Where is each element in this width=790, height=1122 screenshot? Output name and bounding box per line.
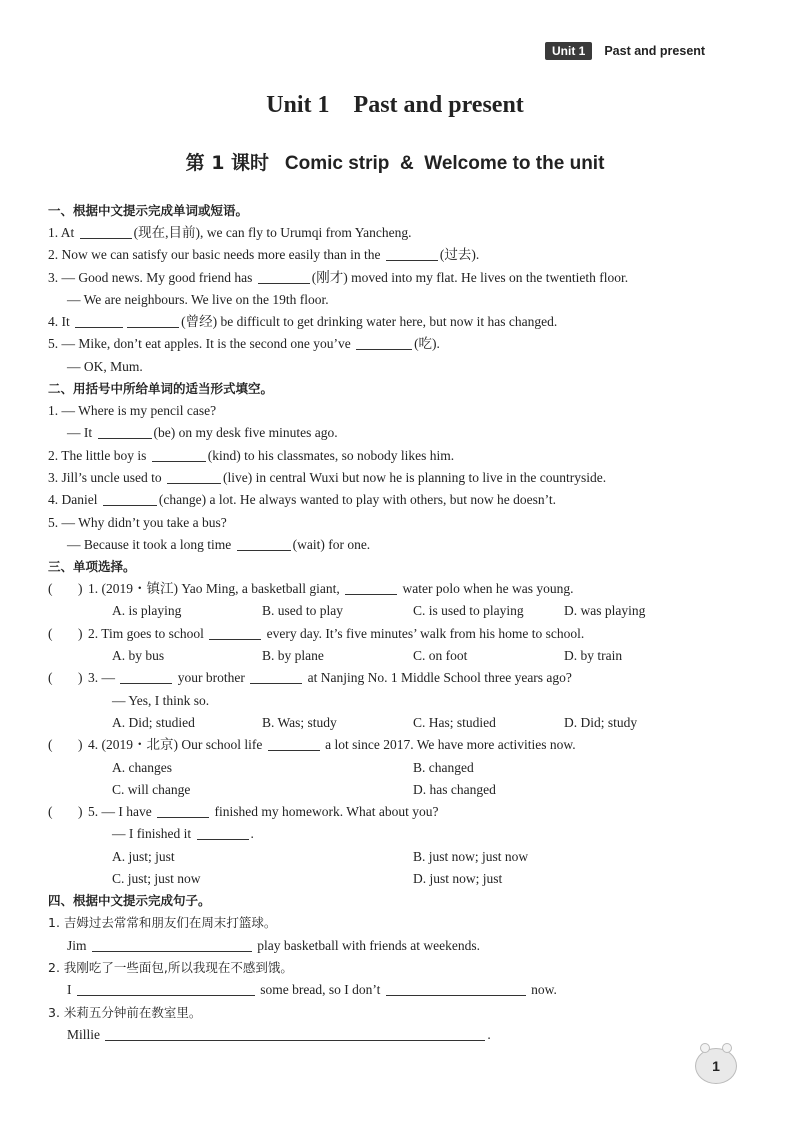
part3-q4-options-row1: [48, 757, 748, 779]
option-b[interactable]: B. used to play: [262, 603, 343, 619]
option-c[interactable]: C. just; just now: [112, 871, 201, 887]
option-b[interactable]: B. changed: [413, 759, 474, 775]
part1-q3-reply: — We are neighbours. We live on the 19th floor.: [67, 291, 329, 307]
part1-q4: 4. It (曾经) be difficult to get drinking water here, but now it has changed.: [48, 314, 558, 330]
option-c[interactable]: C. is used to playing: [413, 603, 524, 619]
option-a[interactable]: A. just; just: [112, 848, 175, 864]
part3-q4-options-row2: [48, 779, 748, 801]
answer-blank[interactable]: [77, 981, 255, 996]
header-title: Past and present: [604, 44, 706, 58]
option-b[interactable]: B. Was; study: [262, 714, 337, 730]
option-d[interactable]: D. by train: [564, 648, 623, 664]
part2-q4: 4. Daniel (change) a lot. He always wanted to play with others, but now he doesn’t.: [48, 492, 557, 508]
answer-blank[interactable]: [75, 313, 123, 328]
answer-blank[interactable]: [80, 224, 132, 239]
part1-q3: 3. — Good news. My good friend has (刚才) moved into my flat. He lives on the twentieth floor.: [48, 269, 629, 285]
section-2-heading: 二、用括号中所给单词的适当形式填空。: [48, 381, 274, 397]
answer-blank[interactable]: [345, 580, 397, 595]
option-a[interactable]: A. is playing: [112, 603, 182, 619]
answer-blank[interactable]: [105, 1026, 485, 1041]
part3-q1: ( ) 1. (2019・镇江) Yao Ming, a basketball giant, water polo when he was young.: [48, 581, 574, 597]
answer-blank[interactable]: [250, 669, 302, 684]
part2-q5: 5. — Why didn’t you take a bus?: [48, 514, 227, 530]
part3-q5-reply: — I finished it .: [112, 826, 254, 842]
page-title: Unit 1 Past and present: [266, 92, 524, 118]
answer-blank[interactable]: [386, 246, 438, 261]
answer-blank[interactable]: [268, 736, 320, 751]
part3-q5: ( ) 5. — I have finished my homework. What about you?: [48, 804, 439, 820]
part4-q1-answer: Jim play basketball with friends at weekends.: [67, 937, 480, 953]
part3-q3-reply: — Yes, I think so.: [112, 692, 210, 708]
exercise-content: [48, 200, 748, 1046]
part2-q1-reply: — It (be) on my desk five minutes ago.: [67, 425, 338, 441]
option-b[interactable]: B. just now; just now: [413, 848, 529, 864]
option-c[interactable]: C. will change: [112, 781, 191, 797]
answer-blank[interactable]: [258, 269, 310, 284]
answer-blank[interactable]: [167, 469, 221, 484]
part1-q2: 2. Now we can satisfy our basic needs more easily than in the (过去).: [48, 247, 480, 263]
option-a[interactable]: A. by bus: [112, 648, 165, 664]
option-a[interactable]: A. changes: [112, 759, 172, 775]
answer-blank[interactable]: [197, 825, 249, 840]
part3-q5-options-row1: [48, 846, 748, 868]
option-d[interactable]: D. Did; study: [564, 714, 638, 730]
answer-blank[interactable]: [356, 335, 412, 350]
part2-q2: 2. The little boy is (kind) to his classmates, so nobody likes him.: [48, 447, 455, 463]
option-d[interactable]: D. was playing: [564, 603, 646, 619]
answer-blank[interactable]: [92, 937, 252, 952]
section-3-heading: 三、单项选择。: [48, 559, 136, 575]
part4-q3-prompt: 3. 米莉五分钟前在教室里。: [48, 1004, 202, 1020]
answer-blank[interactable]: [120, 669, 172, 684]
part3-q4: ( ) 4. (2019・北京) Our school life a lot since 2017. We have more activities now.: [48, 737, 576, 753]
answer-blank[interactable]: [209, 625, 261, 640]
part1-q1: 1. At (现在,目前), we can fly to Urumqi from Yancheng.: [48, 225, 412, 240]
answer-blank[interactable]: [157, 803, 209, 818]
part3-q1-options: [48, 600, 748, 622]
option-c[interactable]: C. Has; studied: [413, 714, 496, 730]
answer-blank[interactable]: [127, 313, 179, 328]
part3-q2-options: [48, 645, 748, 667]
page-header: [545, 42, 705, 60]
lesson-topic: Comic strip & Welcome to the unit: [284, 153, 605, 174]
option-c[interactable]: C. on foot: [413, 648, 468, 664]
page-number: 1: [695, 1048, 737, 1084]
answer-blank[interactable]: [152, 447, 206, 462]
answer-blank[interactable]: [98, 424, 152, 439]
part1-q5: 5. — Mike, don’t eat apples. It is the second one you’ve (吃).: [48, 336, 440, 352]
lesson-number: 第 1 课时: [185, 152, 270, 174]
answer-blank[interactable]: [103, 491, 157, 506]
part3-q3-options: [48, 712, 748, 734]
option-d[interactable]: D. just now; just: [413, 871, 503, 887]
unit-badge: Unit 1: [545, 42, 592, 60]
section-4-heading: 四、根据中文提示完成句子。: [48, 893, 211, 909]
option-b[interactable]: B. by plane: [262, 648, 324, 664]
part4-q2-answer: I some bread, so I don’t now.: [67, 982, 557, 998]
part1-q5-reply: — OK, Mum.: [67, 358, 143, 374]
answer-blank[interactable]: [386, 981, 526, 996]
part2-q5-reply: — Because it took a long time (wait) for one.: [67, 536, 371, 552]
part2-q1: 1. — Where is my pencil case?: [48, 403, 217, 419]
part4-q2-prompt: 2. 我刚吃了一些面包,所以我现在不感到饿。: [48, 959, 293, 975]
part3-q5-options-row2: [48, 868, 748, 890]
part4-q1-prompt: 1. 吉姆过去常常和朋友们在周末打篮球。: [48, 915, 277, 931]
option-d[interactable]: D. has changed: [413, 781, 496, 797]
section-1-heading: 一、根据中文提示完成单词或短语。: [48, 203, 249, 218]
part3-q2: ( ) 2. Tim goes to school every day. It’s five minutes’ walk from his home to school.: [48, 625, 585, 641]
option-a[interactable]: A. Did; studied: [112, 714, 195, 730]
lesson-subtitle: [0, 148, 790, 175]
part3-q3: ( ) 3. — your brother at Nanjing No. 1 Middle School three years ago?: [48, 670, 572, 686]
answer-blank[interactable]: [237, 536, 291, 551]
part2-q3: 3. Jill’s uncle used to (live) in central Wuxi but now he is planning to live in the countryside.: [48, 469, 607, 485]
part4-q3-answer: Millie .: [67, 1026, 491, 1042]
